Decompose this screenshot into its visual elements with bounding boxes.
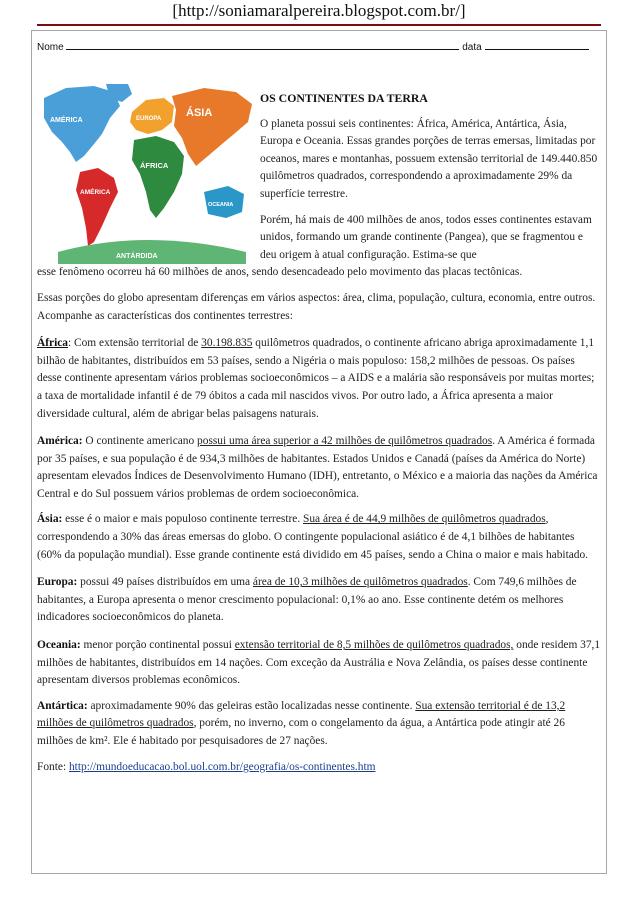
asia-text-1: esse é o maior e mais populoso continente terrestre. bbox=[62, 513, 304, 526]
africa-label: África bbox=[37, 337, 68, 350]
article-body bbox=[37, 90, 601, 776]
map-label-oceania: OCEANIA bbox=[208, 202, 234, 208]
intro-paragraph-2: Porém, há mais de 400 milhões de anos, todos esses continentes estavam unidos, formando um grande continente (Pangea), que se fragmentou e deu origem à atual configuração. Estima-se que bbox=[260, 213, 592, 261]
america-text-2: . A América é formada por 35 países, e sua população é de 934,3 milhões de habitantes. Estados Unidos e Canadá (países da América do Norte) apresentam elevados Índices de Desenvolvimento Humano (IDH), entretanto, o México e a maioria das nações da América Central e do Sul possuem vários problemas de ordem socioeconômica. bbox=[37, 435, 598, 500]
intro-paragraph-1: O planeta possui seis continentes: África, América, Antártica, Ásia, Europa e Oceania. Essas grandes porções de terras emersas, limitadas por oceanos, mares e montanhas, possuem extensão territorial de 149.440.850 quilômetros quadrados, correspondendo a aproximadamente 29% da superfície terrestre. bbox=[260, 117, 598, 200]
europa-label: Europa: bbox=[37, 576, 78, 589]
map-label-antartida: ANTÁRDIDA bbox=[116, 253, 158, 260]
map-label-asia: ÁSIA bbox=[186, 107, 213, 119]
source-line bbox=[37, 759, 601, 777]
map-label-africa: ÁFRICA bbox=[140, 161, 169, 170]
europa-text-1: possui 49 países distribuídos em uma bbox=[77, 576, 253, 589]
america-text-1: O continente americano bbox=[82, 435, 198, 448]
antartica-area: Sua extensão territorial é de 13,2 milhões de quilômetros quadrados bbox=[37, 699, 566, 730]
africa-text-2: quilômetros quadrados, o continente africano abriga aproximadamente 1,1 bilhão de habitantes, distribuídos em 53 países, sendo a Nigéria o mais populoso: 158,2 milhões de pessoas. Os países desse continente apresentam vários problemas socioeconômicos – a AIDS e a malária são responsáveis por muitas mortes; a taxa de mortalidade infantil é de 79 óbitos a cada mil nascidos vivos. Por outro lado, a África apresenta a maior diversidade cultural, além de abrigar belas paisagens naturais. bbox=[37, 337, 595, 420]
intro-paragraph-2-continuation: esse fenômeno ocorreu há 60 milhões de anos, sendo desencadeado pelo movimento das placas tectônicas. bbox=[37, 266, 523, 279]
africa-text-1: : Com extensão territorial de bbox=[68, 337, 202, 350]
data-field[interactable] bbox=[485, 40, 589, 50]
source-label: Fonte: bbox=[37, 760, 69, 773]
overview-paragraph: Essas porções do globo apresentam diferenças em vários aspectos: área, clima, população, cultura, economia, entre outros. Acompanhe as características dos continentes terrestres: bbox=[37, 291, 596, 322]
oceania-area: extensão territorial de 8,5 milhões de quilômetros quadrados, bbox=[234, 639, 514, 652]
header-divider bbox=[37, 24, 601, 26]
america-label: América: bbox=[37, 435, 83, 448]
name-date-line bbox=[37, 40, 601, 53]
antartica-text-1: aproximadamente 90% das geleiras estão localizadas nesse continente. bbox=[87, 699, 416, 712]
source-link[interactable]: http://mundoeducacao.bol.uol.com.br/geografia/os-continentes.htm bbox=[68, 760, 376, 773]
oceania-text-1: menor porção continental possui bbox=[80, 639, 235, 652]
antartica-paragraph bbox=[37, 698, 601, 751]
map-label-america-south: AMÉRICA bbox=[80, 189, 111, 196]
europa-paragraph bbox=[37, 574, 601, 627]
asia-area: Sua área é de 44,9 milhões de quilômetros quadrados bbox=[303, 513, 546, 526]
data-label: data bbox=[462, 42, 482, 53]
blog-url-header: [http://soniamaralpereira.blogspot.com.br/] bbox=[172, 1, 466, 20]
oceania-label: Oceania: bbox=[37, 639, 81, 652]
map-label-america-north: AMÉRICA bbox=[50, 117, 83, 124]
asia-text-2: , correspondendo a 30% das áreas emersas do globo. O contingente populacional asiático é de 4,1 bilhões de habitantes (60% da população mundial). Esse grande continente está dividido em 45 países, sendo a China o maior e mais habitado. bbox=[37, 513, 589, 561]
oceania-text-2: onde residem 37,1 milhões de habitantes, distribuídos em 14 nações. Com exceção da Austrália e Nova Zelândia, os países desse continente apresentam diversos problemas econômicos. bbox=[37, 639, 601, 687]
antartica-text-2: , porém, no inverno, com o congelamento da água, a Antártica pode atingir até 26 milhões de km². Ele é habitado por pesquisadores de 27 nações. bbox=[37, 717, 565, 747]
antartica-label: Antártica: bbox=[37, 699, 88, 712]
america-area: possui uma área superior a 42 milhões de quilômetros quadrados bbox=[197, 435, 493, 448]
africa-paragraph bbox=[37, 335, 601, 423]
europa-area: área de 10,3 milhões de quilômetros quadrados bbox=[252, 576, 468, 589]
america-paragraph bbox=[37, 433, 601, 503]
nome-field[interactable] bbox=[66, 40, 459, 50]
map-label-europa: EUROPA bbox=[136, 116, 162, 122]
nome-label: Nome bbox=[37, 42, 64, 53]
asia-label: Ásia: bbox=[37, 513, 63, 526]
intro-column bbox=[260, 90, 601, 264]
page-title: OS CONTINENTES DA TERRA bbox=[260, 91, 428, 105]
asia-paragraph bbox=[37, 511, 601, 564]
oceania-paragraph bbox=[37, 637, 601, 690]
europa-text-2: . Com 749,6 milhões de habitantes, a Europa apresenta o menor crescimento populacional: 0,1% ao ano. Esse continente detém os melhores indicadores socioeconômicos do planeta. bbox=[37, 576, 577, 624]
africa-area: 30.198.835 bbox=[201, 337, 253, 350]
